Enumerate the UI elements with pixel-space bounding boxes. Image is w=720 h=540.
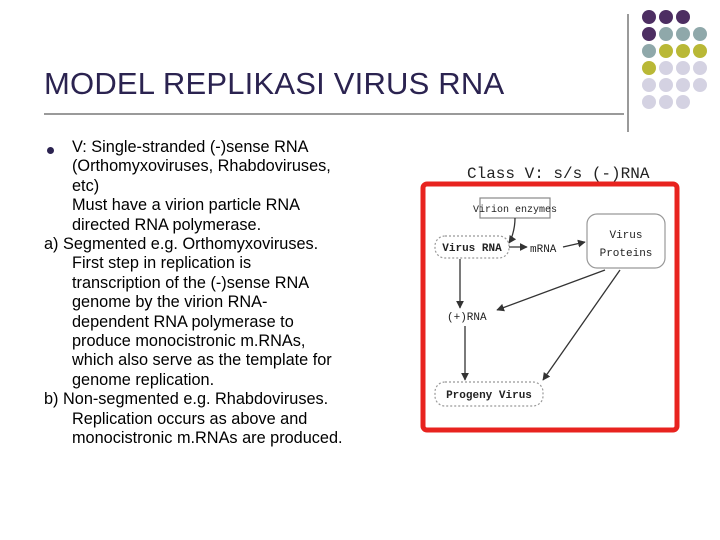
decorative-dot [642, 27, 656, 41]
decorative-dot [642, 61, 656, 75]
decorative-dot [642, 95, 656, 109]
decorative-dot [676, 61, 690, 75]
decorative-dot [693, 27, 707, 41]
body-line: produce monocistronic m.RNAs, [72, 332, 306, 351]
slide-title: MODEL REPLIKASI VIRUS RNA [44, 66, 505, 101]
body-line: dependent RNA polymerase to [72, 312, 294, 331]
body-line: a) Segmented e.g. Orthomyxoviruses. [44, 235, 319, 254]
decorative-dot [676, 78, 690, 92]
decorative-dot [676, 27, 690, 41]
body-line: genome replication. [72, 370, 215, 389]
decorative-dot [676, 10, 690, 24]
body-line: (Orthomyxoviruses, Rhabdoviruses, [72, 157, 331, 176]
body-line: V: Single-stranded (-)sense RNA [72, 138, 309, 156]
decorative-dot [659, 27, 673, 41]
decorative-dot [659, 95, 673, 109]
body-line: transcription of the (-)sense RNA [72, 273, 310, 292]
decorative-dot-grid [641, 9, 720, 124]
plus-rna-label: (+)RNA [447, 312, 487, 324]
replication-diagram [415, 158, 687, 440]
body-line: Replication occurs as above and [72, 409, 308, 428]
decorative-dot [693, 44, 707, 58]
body-line: genome by the virion RNA- [72, 293, 268, 312]
decorative-dot [642, 44, 656, 58]
arrow-proteins-to-progeny [543, 270, 620, 380]
decorative-dot [642, 10, 656, 24]
body-line: etc) [72, 176, 100, 195]
vertical-divider [627, 14, 629, 132]
progeny-virus-label: Progeny Virus [446, 390, 532, 402]
virus-proteins-label-1: Virus [609, 230, 643, 242]
arrow-enzymes-to-rna [509, 218, 515, 243]
arrow-mrna-to-proteins [563, 242, 585, 247]
virus-proteins-label-2: Proteins [599, 248, 653, 260]
decorative-dot [676, 95, 690, 109]
decorative-dot [659, 61, 673, 75]
virus-rna-label: Virus RNA [442, 243, 502, 255]
body-line: which also serve as the template for [72, 351, 332, 370]
decorative-dot [642, 78, 656, 92]
decorative-dot [659, 44, 673, 58]
title-divider [44, 113, 624, 115]
body-line: b) Non-segmented e.g. Rhabdoviruses. [44, 390, 329, 409]
body-line: directed RNA polymerase. [72, 215, 262, 234]
diagram-heading: Class V: s/s (-)RNA [467, 165, 650, 183]
decorative-dot [659, 10, 673, 24]
decorative-dot [676, 44, 690, 58]
decorative-dot [693, 61, 707, 75]
mrna-label: mRNA [530, 244, 557, 256]
body-line: First step in replication is [72, 254, 252, 273]
decorative-dot [693, 78, 707, 92]
decorative-dot [659, 78, 673, 92]
body-line: monocistronic m.RNAs are produced. [72, 429, 343, 448]
virion-enzymes-label: Virion enzymes [472, 205, 558, 216]
body-line: Must have a virion particle RNA [72, 196, 301, 215]
arrow-proteins-to-plus-rna [497, 270, 605, 310]
body-text [44, 138, 404, 449]
